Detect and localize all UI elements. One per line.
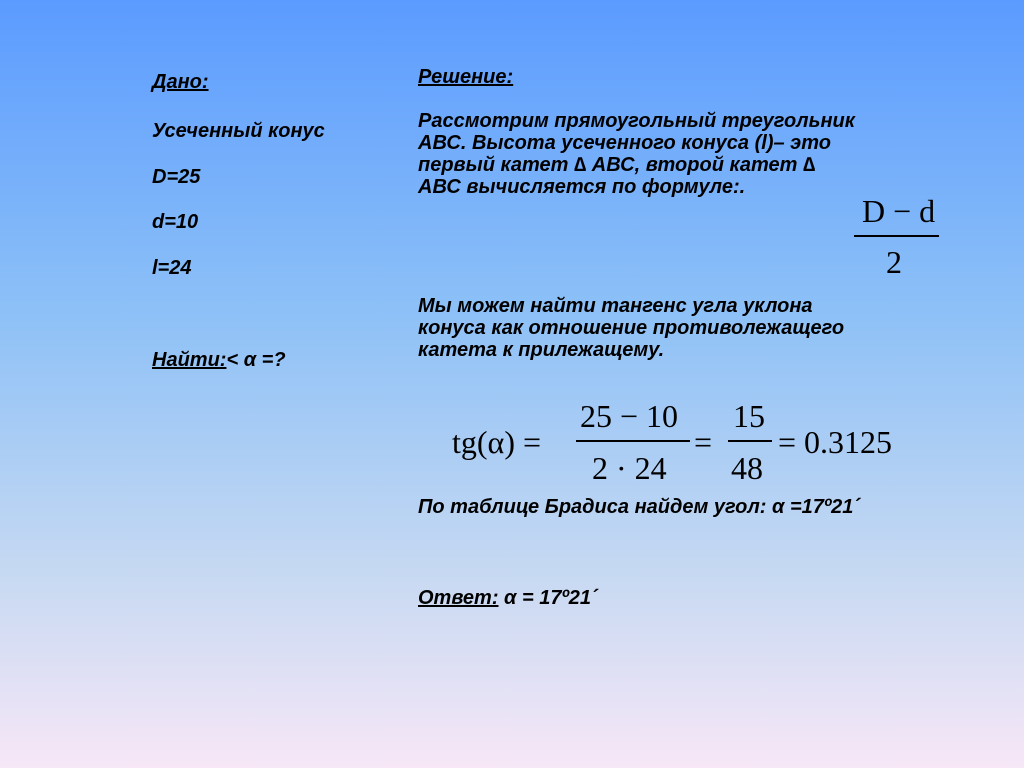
formula2-lhs: tg(α) = <box>452 424 542 460</box>
given-heading: Дано: <box>152 71 209 93</box>
p2-line: Мы можем найти тангенс угла уклона <box>418 295 813 317</box>
find-expr: < α =? <box>226 349 286 371</box>
answer-label: Ответ: <box>418 587 499 609</box>
p1-line: первый катет ∆ АВС, второй катет ∆ <box>418 154 816 176</box>
formula2-frac2-numerator: 15 <box>733 398 765 434</box>
p2-line: катета к прилежащему. <box>418 339 665 361</box>
p2-line: конуса как отношение противолежащего <box>418 317 845 339</box>
bradis-line: По таблице Брадиса найдем угол: α =17º21´ <box>418 496 861 518</box>
formula2-equals: = <box>694 424 713 460</box>
answer-line <box>418 588 598 608</box>
p1-line: АВС. Высота усеченного конуса (l)– это <box>418 132 831 154</box>
formula1-numerator: D − d <box>862 193 936 229</box>
formula2-frac1-bar <box>576 440 690 442</box>
answer-value: α = 17º21´ <box>498 587 598 609</box>
formula2-frac1-denominator: 2 · 24 <box>592 450 667 486</box>
find-line <box>152 350 286 370</box>
p1-line: Рассмотрим прямоугольный треугольник <box>418 110 855 132</box>
formula2-frac2-denominator: 48 <box>731 450 763 486</box>
given-item-D: D=25 <box>152 166 201 188</box>
solution-heading: Решение: <box>418 66 514 88</box>
formula1-denominator: 2 <box>886 244 902 280</box>
formula2-frac1-numerator: 25 − 10 <box>580 398 679 434</box>
solution-paragraph-1 <box>418 110 855 198</box>
formula2-result: = 0.3125 <box>778 424 893 460</box>
given-item-l: l=24 <box>152 257 192 279</box>
find-label: Найти: <box>152 349 227 371</box>
given-item-cone: Усеченный конус <box>152 120 325 142</box>
given-item-d: d=10 <box>152 211 199 233</box>
p1-line: АВС вычисляется по формуле:. <box>418 176 746 198</box>
solution-paragraph-2 <box>418 295 844 361</box>
formula2-frac2-bar <box>728 440 772 442</box>
formula1-fraction-bar <box>854 235 939 237</box>
